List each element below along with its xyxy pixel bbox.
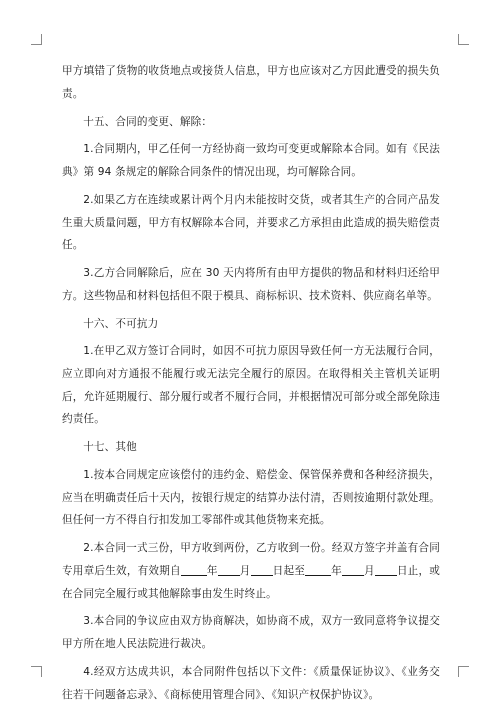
- clause-17-2-text-a: 2.本合同一式三份，甲方收到两份，乙方收到一份。经双方签字并盖有合同专用章后生效，有效期自: [62, 542, 440, 577]
- section-heading-16: 十六、不可抗力: [83, 317, 159, 330]
- crop-mark-top-right: [458, 34, 469, 45]
- clause-17-2: [62, 537, 440, 605]
- section-heading-15: 十五、合同的变更、解除：: [83, 115, 213, 128]
- clause-15-3: 3.乙方合同解除后，应在 30 天内将所有由甲方提供的物品和材料归还给甲方。这些物品和材料包括但不限于模具、商标标识、技术资料、供应商名单等。: [62, 267, 440, 302]
- paragraph-continuation: 甲方填错了货物的收货地点或接货人信息，甲方也应该对乙方因此遭受的损失负责。: [62, 65, 440, 100]
- blank-end-day: [375, 563, 397, 576]
- clause-17-2-day-1: 日起至: [272, 564, 306, 577]
- crop-mark-top-left: [31, 34, 42, 45]
- clause-15-1: 1.合同期内，甲乙任何一方经协商一致均可变更或解除本合同。如有《民法典》第 94 条规定的解除合同条件的情况出现，均可解除合同。: [62, 143, 440, 178]
- blank-start-year: [181, 563, 207, 576]
- clause-17-2-day-2: 日止，或在合同完全履行或其他解除事由发生时终止。: [62, 564, 441, 600]
- section-heading-17: 十七、其他: [83, 441, 137, 454]
- clause-17-2-month-2: 月: [363, 564, 375, 577]
- clause-17-2-month-1: 月: [239, 564, 251, 577]
- clause-17-4: 4.经双方达成共识，本合同附件包括以下文件：《质量保证协议》、《业务交往若干问题备忘录》、《商标使用管理合同》、《知识产权保护协议》。: [62, 665, 440, 701]
- crop-mark-bottom-left: [31, 666, 42, 677]
- clause-16-1: 1.在甲乙双方签订合同时，如因不可抗力原因导致任何一方无法履行合同，应立即向对方通报不能履行或无法完全履行的原因。在取得相关主管机关证明后，允许延期履行、部分履行或者不履行合同，并根据情况可部分或全部免除违约责任。: [62, 345, 440, 426]
- blank-start-month: [218, 563, 240, 576]
- clause-17-1: 1.按本合同规定应该偿付的违约金、赔偿金、保管保养费和各种经济损失，应当在明确责任后十天内，按银行规定的结算办法付清，否则按逾期付款处理。但任何一方不得自行扣发加工零部件或其他货物来充抵。: [62, 469, 440, 527]
- blank-end-year: [305, 563, 331, 576]
- clause-15-2: 2.如果乙方在连续或累计两个月内未能按时交货，或者其生产的合同产品发生重大质量问题，甲方有权解除本合同，并要求乙方承担由此造成的损失赔偿责任。: [62, 193, 440, 252]
- blank-start-day: [251, 563, 273, 576]
- blank-end-month: [342, 563, 364, 576]
- clause-17-3: 3.本合同的争议应由双方协商解决，如协商不成，双方一致同意将争议提交甲方所在地人民法院进行裁决。: [62, 615, 440, 651]
- clause-17-2-year-1: 年: [206, 564, 218, 577]
- document-body: [62, 60, 440, 711]
- clause-17-2-year-2: 年: [331, 564, 342, 577]
- crop-mark-bottom-right: [458, 666, 469, 677]
